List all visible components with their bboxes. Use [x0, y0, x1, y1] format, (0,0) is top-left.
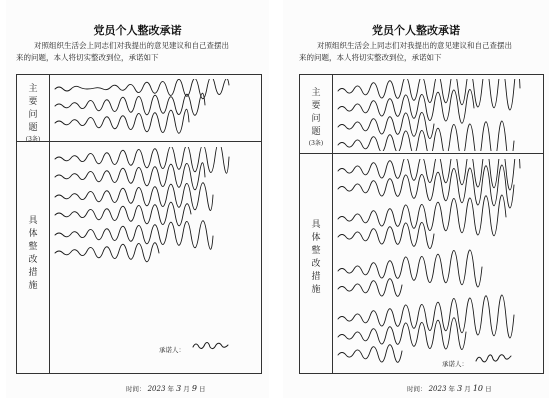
- label-char: 要: [311, 101, 321, 111]
- day-char: 日: [198, 385, 206, 393]
- date-day: 9: [191, 384, 197, 393]
- label-char: 措: [28, 268, 38, 278]
- sheet-title: 党员个人整改承诺: [372, 24, 460, 37]
- column-divider: [49, 75, 50, 373]
- month-char: 月: [464, 385, 471, 393]
- time-label: 时间：: [407, 385, 427, 393]
- row-divider: [300, 153, 543, 154]
- month-char: 月: [183, 385, 190, 393]
- label-char: 改: [311, 259, 321, 269]
- label-char: 改: [28, 255, 38, 265]
- sheet-title: 党员个人整改承诺: [93, 24, 182, 37]
- label-char: 体: [28, 229, 38, 239]
- date-year: 2023: [147, 385, 166, 393]
- signature: [472, 349, 518, 367]
- rectification-measures-label: [17, 215, 49, 293]
- year-char: 年: [448, 385, 455, 393]
- signer-row: [442, 359, 468, 368]
- label-char: 问: [311, 114, 321, 124]
- handwritten-measures: [334, 159, 540, 369]
- main-problems-label: [17, 83, 49, 145]
- handwritten-measures: [51, 147, 261, 369]
- intro-line-2: 来的问题，本人将切实整改到位，承诺如下: [299, 53, 442, 62]
- label-char: 具: [28, 216, 38, 226]
- year-char: 年: [167, 385, 174, 393]
- time-label: 时间：: [126, 385, 146, 393]
- rectification-measures-label: [300, 219, 332, 297]
- day-char: 日: [485, 385, 492, 393]
- intro-line-2: 来的问题，本人将切实整改到位，承诺如下: [16, 53, 159, 62]
- left-commitment-sheet: [6, 0, 269, 398]
- label-char: 题: [28, 123, 38, 133]
- intro-line-1: 对照组织生活会上同志们对我提出的意见建议和自己查摆出: [317, 41, 512, 50]
- signature: [189, 337, 235, 353]
- signer-row: [159, 345, 185, 354]
- intro-text: [299, 40, 539, 64]
- intro-text: [16, 40, 256, 64]
- label-char: 要: [28, 97, 38, 107]
- label-char: 措: [311, 272, 321, 282]
- signer-label: 承诺人：: [159, 346, 185, 354]
- date-year: 2023: [428, 385, 447, 393]
- date-day: 10: [472, 384, 483, 393]
- label-char: 主: [311, 88, 321, 98]
- main-problems-label: [300, 87, 332, 149]
- label-char: 体: [311, 233, 321, 243]
- item-count: (3条): [25, 136, 41, 143]
- label-char: 问: [28, 110, 38, 120]
- handwritten-problems: [51, 79, 261, 137]
- label-char: 施: [311, 285, 321, 295]
- right-commitment-sheet: [283, 0, 549, 398]
- label-char: 题: [311, 127, 321, 137]
- handwritten-problems: [334, 79, 540, 151]
- label-char: 施: [28, 281, 38, 291]
- date-row: [407, 384, 492, 393]
- date-month: 3: [457, 384, 463, 393]
- label-char: 主: [28, 84, 38, 94]
- date-row: [126, 384, 205, 393]
- label-char: 整: [311, 246, 321, 256]
- commitment-form-table: [16, 74, 262, 374]
- intro-line-1: 对照组织生活会上同志们对我提出的意见建议和自己查摆出: [34, 41, 229, 50]
- column-divider: [332, 75, 333, 373]
- label-char: 整: [28, 242, 38, 252]
- item-count: (3条): [308, 140, 324, 147]
- date-month: 3: [176, 384, 182, 393]
- signer-label: 承诺人：: [442, 360, 468, 368]
- commitment-form-table: [299, 74, 544, 374]
- row-divider: [17, 141, 261, 142]
- label-char: 具: [311, 220, 321, 230]
